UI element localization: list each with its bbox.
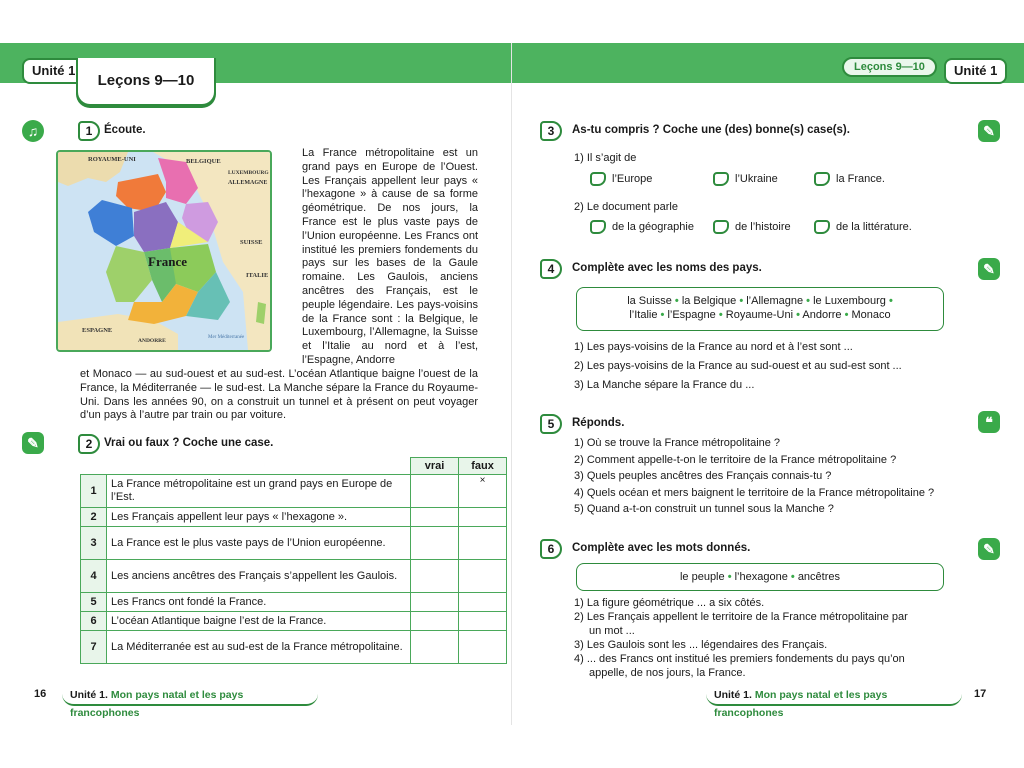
row-number: 2 — [81, 508, 107, 527]
exercise-1-number: 1 — [78, 121, 100, 141]
ex5-item: 2) Comment appelle-t-on le territoire de la France métropolitaine ? — [574, 454, 897, 466]
footer-unit-title: Mon pays natal et les pays francophones — [714, 689, 888, 719]
option-label: de l’histoire — [735, 220, 791, 233]
exercise-2-number: 2 — [78, 434, 100, 454]
unit-tab-left: Unité 1 — [22, 58, 85, 84]
option-label: la France. — [836, 172, 885, 185]
lesson-title-right: Leçons 9—10 — [842, 57, 937, 77]
ex4-item: 3) La Manche sépare la France du ... — [574, 379, 755, 391]
ex3-option[interactable] — [814, 172, 885, 186]
faux-cell[interactable] — [459, 527, 507, 560]
ex5-item: 3) Quels peuples ancêtres des Français connais-tu ? — [574, 470, 832, 482]
checkbox[interactable] — [713, 220, 729, 234]
footer-unit-title: Mon pays natal et les pays francophones — [70, 689, 244, 719]
map-label-andorre: ANDORRE — [138, 338, 166, 344]
ex3-question-1: 1) Il s’agit de — [574, 152, 637, 164]
exercise-3-number: 3 — [540, 121, 562, 141]
ex6-item: appelle, de nos jours, la France. — [589, 667, 746, 679]
table-row — [81, 527, 507, 560]
word: la Suisse — [627, 295, 672, 307]
vrai-cell[interactable] — [411, 631, 459, 664]
faux-cell[interactable] — [459, 612, 507, 631]
word-bank-line-1: la Suisse • la Belgique • l’Allemagne • le Luxembourg • — [627, 295, 893, 307]
true-false-table — [80, 457, 507, 664]
word: Monaco — [851, 309, 891, 321]
ex6-item: 1) La figure géométrique ... a six côtés. — [574, 597, 765, 609]
row-statement: Les anciens ancêtres des Français s’appellent les Gaulois. — [107, 560, 411, 593]
word-bank-line-2: l’Italie • l’Espagne • Royaume-Uni • Andorre • Monaco — [629, 309, 891, 321]
pencil-icon: ✎ — [978, 258, 1000, 280]
map-label-royaume-uni: ROYAUME-UNI — [88, 156, 136, 163]
map-label-belgique: BELGIQUE — [186, 158, 221, 165]
vrai-cell[interactable] — [411, 612, 459, 631]
row-number: 4 — [81, 560, 107, 593]
blank-header-cell — [81, 458, 107, 475]
ex3-option[interactable] — [814, 220, 912, 234]
vrai-cell[interactable] — [411, 527, 459, 560]
map-label-luxembourg: LUXEMBOURG — [228, 170, 269, 176]
table-row — [81, 475, 507, 508]
exercise-6-title: Complète avec les mots donnés. — [572, 542, 751, 554]
faux-cell[interactable]: × — [459, 475, 507, 508]
page-gutter — [511, 43, 512, 725]
option-label: l’Ukraine — [735, 172, 778, 185]
exercise-2-title: Vrai ou faux ? Coche une case. — [104, 437, 274, 449]
footer-unit-label: Unité 1. — [70, 689, 108, 701]
col-faux: faux — [459, 458, 507, 475]
faux-cell[interactable] — [459, 631, 507, 664]
ex6-item: 3) Les Gaulois sont les ... légendaires des Français. — [574, 639, 828, 651]
col-vrai: vrai — [411, 458, 459, 475]
exercise-4-title: Complète avec les noms des pays. — [572, 262, 762, 274]
checkbox[interactable] — [814, 220, 830, 234]
footer-left — [62, 686, 318, 719]
ex3-option[interactable] — [713, 220, 791, 234]
table-row — [81, 631, 507, 664]
faux-cell[interactable] — [459, 593, 507, 612]
option-label: de la littérature. — [836, 220, 912, 233]
word: le peuple — [679, 571, 725, 583]
row-number: 5 — [81, 593, 107, 612]
ex3-question-2: 2) Le document parle — [574, 201, 678, 213]
speech-bubbles-icon: ❝ — [978, 411, 1000, 433]
table-row — [81, 508, 507, 527]
faux-cell[interactable] — [459, 508, 507, 527]
exercise-5-number: 5 — [540, 414, 562, 434]
ex5-item: 5) Quand a-t-on construit un tunnel sous la Manche ? — [574, 503, 834, 515]
france-map — [56, 150, 272, 352]
france-map-svg — [58, 152, 270, 350]
vrai-cell[interactable] — [411, 560, 459, 593]
row-number: 7 — [81, 631, 107, 664]
ex3-option[interactable] — [590, 220, 694, 234]
ex3-option[interactable] — [590, 172, 652, 186]
footer-unit-label: Unité 1. — [714, 689, 752, 701]
word: Andorre — [802, 309, 842, 321]
row-statement: La France métropolitaine est un grand pays en Europe de l’Est. — [107, 475, 411, 508]
map-label-suisse: SUISSE — [240, 239, 263, 246]
row-number: 3 — [81, 527, 107, 560]
row-statement: La Méditerranée est au sud-est de la France métropolitaine. — [107, 631, 411, 664]
vrai-cell[interactable] — [411, 475, 459, 508]
exercise-4-number: 4 — [540, 259, 562, 279]
map-label-allemagne: ALLEMAGNE — [228, 180, 268, 186]
footer-right — [706, 686, 962, 719]
word: la Belgique — [681, 295, 737, 307]
checkbox[interactable] — [814, 172, 830, 186]
pencil-icon: ✎ — [22, 432, 44, 454]
row-statement: Les Francs ont fondé la France. — [107, 593, 411, 612]
reading-text-bottom: et Monaco — au sud-ouest et au sud-est. L’océan Atlantique baigne l’ouest de la France, la Méditerranée — le sud-est. La Manche sépare la France du Royaume-Uni. Dans les années 90, on a construit un tunnel et à présent on peut voyager d’un pays à l’autre par train ou par voiture. — [80, 368, 478, 422]
ex5-item: 4) Quels océan et mers baignent le territoire de la France métropolitaine ? — [574, 487, 935, 499]
row-statement: L’océan Atlantique baigne l’est de la France. — [107, 612, 411, 631]
word: l’Italie — [629, 309, 658, 321]
page-number-left: 16 — [34, 688, 47, 700]
faux-cell[interactable] — [459, 560, 507, 593]
pencil-icon: ✎ — [978, 538, 1000, 560]
ex5-item: 1) Où se trouve la France métropolitaine ? — [574, 437, 781, 449]
word-bank-words: le peuple • l’hexagone • ancêtres — [576, 563, 944, 591]
map-label-mediterranee: Mer Méditerranée — [208, 335, 245, 340]
map-label-italie: ITALIE — [246, 272, 269, 279]
word: l’Allemagne — [746, 295, 804, 307]
headphones-icon: ♫ — [22, 120, 44, 142]
checkbox[interactable] — [590, 172, 606, 186]
reading-text-right: La France métropolitaine est un grand pays en Europe de l’Ouest. Les Français appellent leur pays « l’hexagone » à cause de sa forme géométrique. De nos jours, la France est le plus vaste pays de l’Union européenne. Les Francs ont institué les premiers fondements du pays sur les bases de la Gaule romaine. Les Gaulois, anciens ancêtres des Français, est le peuple légendaire. Les pays-voisins de la France sont : la Belgique, le Luxembourg, l’Allemagne, la Suisse et l’Italie au nord et à l’est, l’Espagne, Andorre — [302, 147, 478, 366]
pencil-icon: ✎ — [978, 120, 1000, 142]
word-bank-countries — [576, 287, 944, 331]
option-label: l’Europe — [612, 172, 653, 185]
row-number: 6 — [81, 612, 107, 631]
blank-header-cell — [107, 458, 411, 475]
row-statement: Les Français appellent leur pays « l’hexagone ». — [107, 508, 411, 527]
exercise-6-number: 6 — [540, 539, 562, 559]
page-number-right: 17 — [974, 688, 987, 700]
lesson-title-left: Leçons 9—10 — [76, 58, 216, 106]
option-label: de la géographie — [612, 220, 694, 233]
ex4-item: 1) Les pays-voisins de la France au nord et à l’est sont ... — [574, 341, 853, 353]
vrai-cell[interactable] — [411, 593, 459, 612]
table-row — [81, 593, 507, 612]
ex6-item: un mot ... — [589, 625, 635, 637]
word: ancêtres — [797, 571, 841, 583]
word: l’hexagone — [734, 571, 788, 583]
ex6-item: 2) Les Français appellent le territoire de la France métropolitaine par — [574, 611, 908, 623]
table-row — [81, 560, 507, 593]
exercise-1-title: Écoute. — [104, 124, 146, 136]
row-number: 1 — [81, 475, 107, 508]
map-label-france: France — [148, 254, 187, 269]
word: l’Espagne — [667, 309, 716, 321]
word: Royaume-Uni — [725, 309, 794, 321]
unit-tab-right: Unité 1 — [944, 58, 1007, 84]
table-row — [81, 612, 507, 631]
checkbox[interactable] — [590, 220, 606, 234]
checkbox[interactable] — [713, 172, 729, 186]
ex3-option[interactable] — [713, 172, 778, 186]
ex6-item: 4) ... des Francs ont institué les premiers fondements du pays qu’on — [574, 653, 905, 665]
exercise-5-title: Réponds. — [572, 417, 625, 429]
row-statement: La France est le plus vaste pays de l’Union européenne. — [107, 527, 411, 560]
ex4-item: 2) Les pays-voisins de la France au sud-ouest et au sud-est sont ... — [574, 360, 902, 372]
word: le Luxembourg — [813, 295, 886, 307]
exercise-3-title: As-tu compris ? Coche une (des) bonne(s) case(s). — [572, 124, 850, 136]
vrai-cell[interactable] — [411, 508, 459, 527]
map-label-espagne: ESPAGNE — [82, 327, 113, 334]
